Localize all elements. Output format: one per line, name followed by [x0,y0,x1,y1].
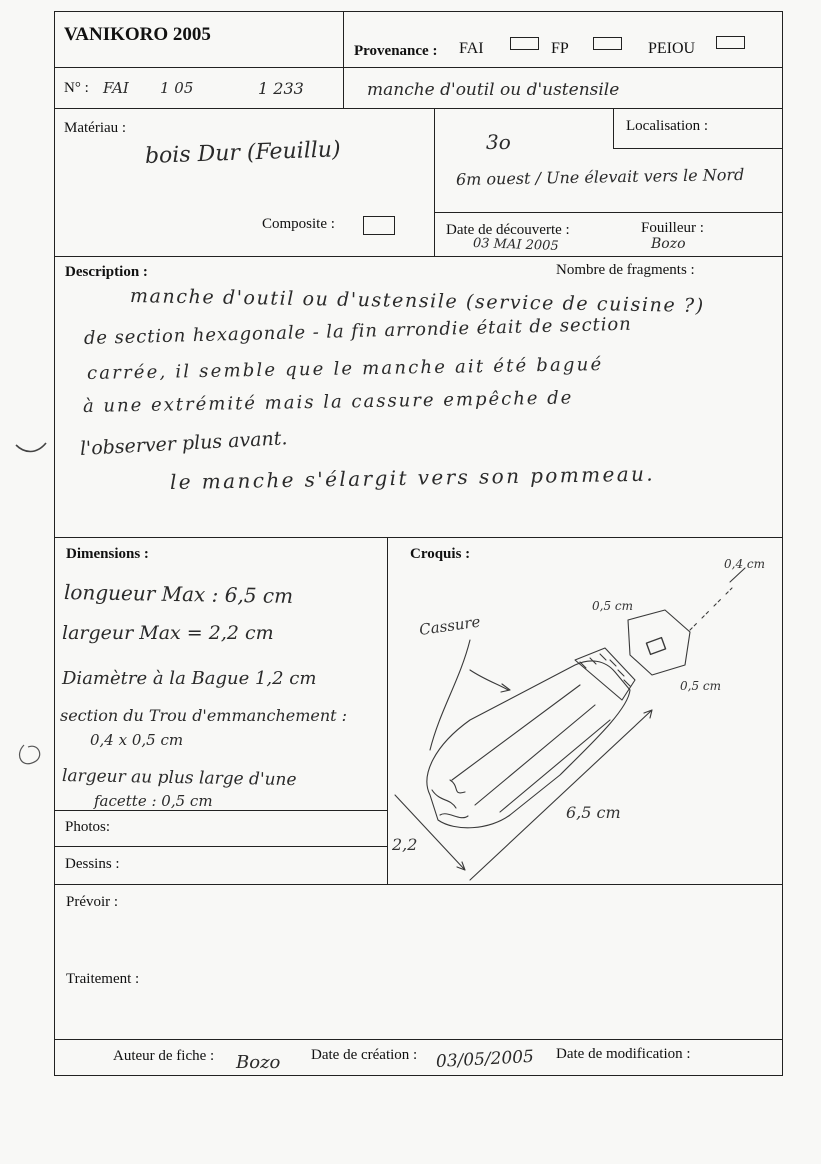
description-line: l'observer plus avant. [79,427,288,460]
provenance-option-peiou: PEIOU [648,40,696,57]
fragments-label: Nombre de fragments : [556,262,695,278]
digger-value: Bozo [651,236,686,252]
composite-checkbox[interactable] [363,216,395,235]
cassure-leader [430,640,470,750]
provenance-option-fai: FAI [459,40,484,57]
divider [54,108,783,109]
material-value: bois Dur (Feuillu) [144,137,341,169]
break-texture [432,780,468,818]
provenance-fai-checkbox[interactable] [510,37,539,50]
dimension-line: Diamètre à la Bague 1,2 cm [62,668,317,689]
provenance-label: Provenance : [354,43,438,59]
tip-dashes [690,588,732,630]
croquis-label: Croquis : [410,546,471,562]
description-line: carrée, il semble que le manche ait été bagué [86,353,604,384]
description-label: Description : [65,264,148,280]
author-value: Bozo [236,1052,281,1073]
handle-facet [500,720,610,812]
divider [54,537,783,538]
number-value-site: FAI [103,79,129,97]
dessins-label: Dessins : [65,856,120,872]
description-line: de section hexagonale - la fin arrondie était de section [83,313,632,349]
handle-facet [475,705,595,805]
divider [613,148,783,149]
localisation-value-square: 3o [486,130,511,154]
number-value-year: 1 05 [160,79,194,97]
photos-label: Photos: [65,819,111,835]
hexagon-end [628,610,690,675]
divider [387,537,388,884]
socket-hole [646,638,665,655]
traitement-label: Traitement : [66,971,140,987]
divider [54,846,388,847]
divider [54,256,783,257]
annotation-length: 6,5 cm [566,803,621,822]
artifact-sketch [390,540,782,885]
description-line: manche d'outil ou d'ustensile (service de cuisine ?) [129,285,705,318]
digger-label: Fouilleur : [641,220,704,236]
divider [343,11,344,109]
description-line: le manche s'élargit vers son pommeau. [169,461,656,494]
sheet-title: VANIKORO 2005 [64,24,211,45]
divider [54,67,783,68]
divider [434,108,435,256]
ring-band [575,648,635,700]
discovery-date-label: Date de découverte : [446,222,570,238]
number-value-index: 1 233 [258,79,304,98]
dimension-line: facette : 0,5 cm [94,792,213,810]
material-label: Matériau : [64,120,127,136]
provenance-option-fp: FP [551,40,569,57]
dimension-line: longueur Max : 6,5 cm [63,580,294,608]
composite-label: Composite : [262,216,335,232]
cassure-arrow [470,670,510,692]
provenance-fp-checkbox[interactable] [593,37,622,50]
description-line: à une extrémité mais la cassure empêche de [82,387,574,417]
dimension-line: largeur au plus large d'une [61,766,297,791]
margin-marks [14,435,54,775]
divider [434,212,783,213]
object-name: manche d'outil ou d'ustensile [367,80,620,100]
provenance-peiou-checkbox[interactable] [716,36,745,49]
created-value: 03/05/2005 [435,1046,535,1072]
modified-label: Date de modification : [556,1046,691,1062]
divider [54,1039,783,1040]
handle-facet [452,685,580,780]
dimension-line: 0,4 x 0,5 cm [90,731,184,749]
number-label: N° : [64,80,89,96]
annotation-cassure: Cassure [418,612,482,639]
created-label: Date de création : [311,1047,418,1063]
divider [54,810,388,811]
localisation-value-position: 6m ouest / Une élevait vers le Nord [455,164,745,189]
annotation-width: 2,2 [392,835,418,854]
dimensions-label: Dimensions : [66,546,149,562]
author-label: Auteur de fiche : [113,1048,215,1064]
localisation-label: Localisation : [626,118,709,134]
dimension-line: section du Trou d'emmanchement : [60,706,348,725]
length-dim-line [470,710,652,880]
dimension-line: largeur Max = 2,2 cm [62,622,274,644]
divider [613,108,614,149]
annotation-tip: 0,4 cm [724,557,765,571]
annotation-hole-top: 0,5 cm [592,599,633,613]
discovery-date-value: 03 MAI 2005 [472,236,559,254]
prevoir-label: Prévoir : [66,894,119,910]
annotation-hole-right: 0,5 cm [680,679,721,693]
